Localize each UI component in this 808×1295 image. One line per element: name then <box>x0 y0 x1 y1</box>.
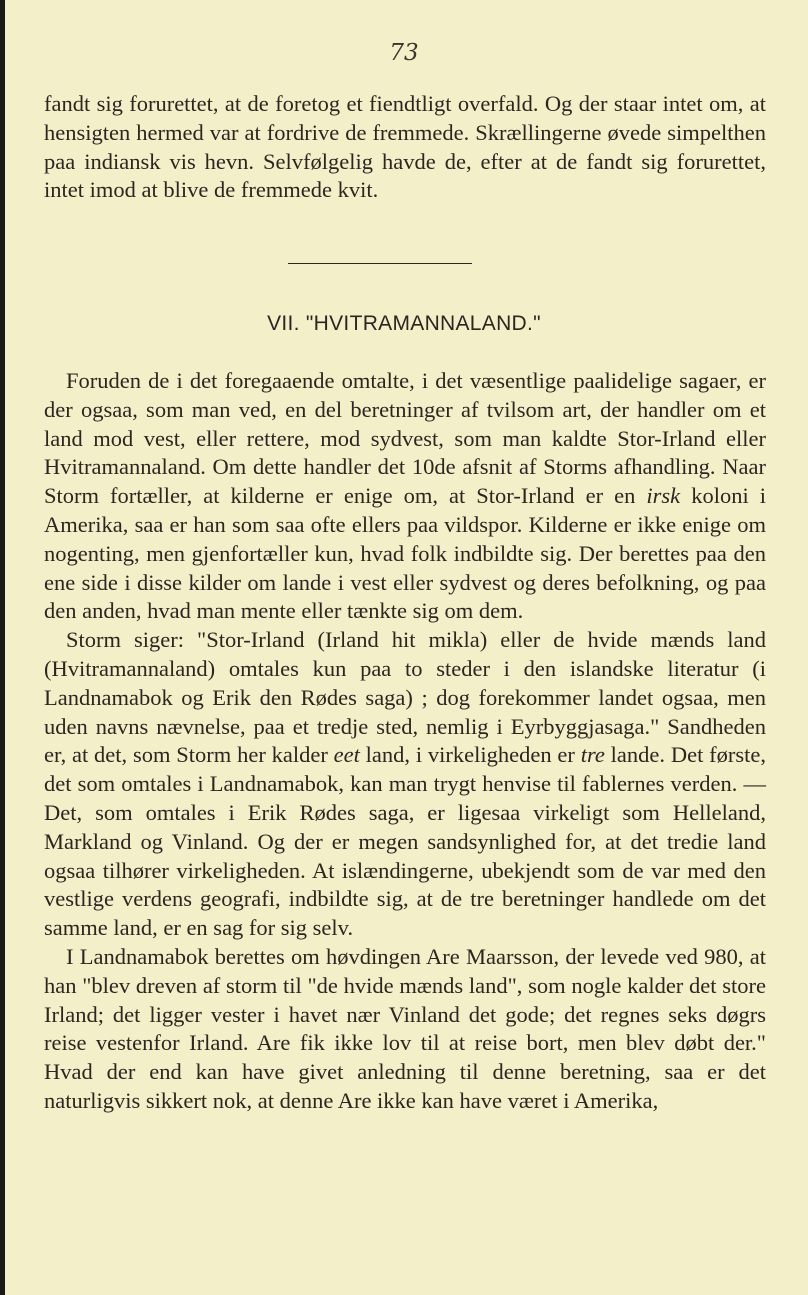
paragraph-2-text-a: Storm siger: "Stor-Irland (Irland hit mikla) eller de hvide mænds land (Hvitramannaland) omtales kun paa to steder i den islandske literatur (i Landnamabok og Erik den Rødes saga) ; dog forekommer landet ogsaa, men uden navns nævnelse, paa et tredje sted, nemlig i Eyrbyggjasaga." Sandheden er, at det, som Storm her kalder <box>44 627 766 768</box>
section-body <box>44 367 766 1116</box>
paragraph-3: I Landnamabok berettes om høvdingen Are Maarsson, der levede ved 980, at han "blev dreven af storm til "de hvide mænds land", som nogle kalder det store Irland; det ligger vester i havet nær Vinland det gode; det regnes seks døgrs reise vestenfor Irland. Are fik ikke lov til at reise bort, men blev døbt der." Hvad der end kan have givet anledning til denne beretning, saa er det naturligvis sikkert nok, at denne Are ikke kan have været i Amerika, <box>44 943 766 1113</box>
page-number: 73 <box>389 40 419 66</box>
paragraph-2-text-b: land, i virkeligheden er <box>359 742 581 768</box>
paragraph-1 <box>44 367 766 626</box>
paragraph-1-italic-irsk: irsk <box>646 483 681 509</box>
paragraph-2-italic-eet: eet <box>333 742 360 768</box>
page-spine-edge <box>0 0 5 1295</box>
section-divider-rule <box>288 263 472 264</box>
intro-paragraph: fandt sig forurettet, at de foretog et fiendtligt overfald. Og der staar intet om, at hensigten hermed var at fordrive de fremmede. Skrællingerne øvede simpelthen paa indiansk vis hevn. Selvfølgelig havde de, efter at de fandt sig forurettet, intet imod at blive de fremmede kvit. <box>44 91 766 203</box>
section-heading: VII. "HVITRAMANNALAND." <box>267 312 541 335</box>
paragraph-1-text-a: Foruden de i det foregaaende omtalte, i det væsentlige paalidelige sagaer, er der ogsaa, som man ved, en del beretninger af tvilsom art, der handler om et land mod vest, eller rettere, mod sydvest, som man kaldte Stor-Irland eller Hvitramannaland. Om dette handler det 10de afsnit af Storms afhandling. Naar Storm fortæller, at kilderne er enige om, at Stor-Irland er en <box>44 368 766 509</box>
paragraph-2 <box>44 626 766 943</box>
paragraph-1-text-b: koloni i Amerika, saa er han som saa ofte ellers paa vildspor. Kilderne er ikke enige om nogenting, men gjenfortæller kun, hvad folk indbildte sig. Der berettes paa den ene side i disse kilder om lande i vest eller sydvest og deres befolkning, og paa den anden, hvad man mente eller tænkte sig om dem. <box>44 483 766 624</box>
intro-paragraph-block <box>44 90 766 205</box>
paragraph-2-italic-tre: tre <box>580 742 605 768</box>
paragraph-2-text-c: lande. Det første, det som omtales i Landnamabok, kan man trygt henvise til fablernes verden. — Det, som omtales i Erik Rødes saga, er ligesaa virkeligt som Helleland, Markland og Vinland. Og der er megen sandsynlighed for, at det tredie land ogsaa tilhører virkeligheden. At islændingerne, ubekjendt som de var med den vestlige verdens geografi, indbildte sig, at de tre beretninger handlede om det samme land, er en sag for sig selv. <box>44 742 766 941</box>
